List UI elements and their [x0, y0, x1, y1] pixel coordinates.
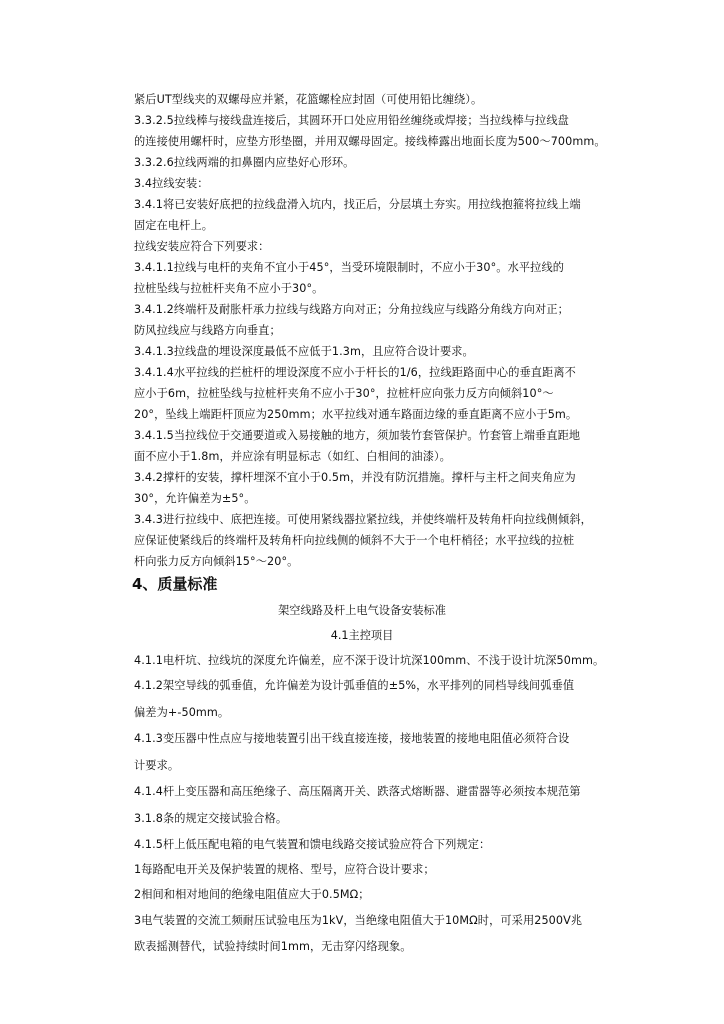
body-line: 2相间和相对地间的绝缘电阻值应大于0.5MΩ；: [134, 888, 370, 901]
body-line: 3.4.3进行拉线中、底把连接。可使用紧线器拉紧拉线，并使终端杆及转角杆向拉线侧倾斜，: [134, 513, 592, 526]
body-line: 紧后UT型线夹的双螺母应并紧，花篮螺栓应封固（可使用铅比缠绕）。: [134, 93, 483, 106]
body-line: 3.3.2.6拉线两端的扣鼻圈内应垫好心形环。: [134, 156, 355, 169]
body-line: 计要求。: [134, 759, 180, 772]
section-title: 4.1主控项目: [330, 629, 394, 642]
body-line: 欧表摇测替代，试验持续时间1mm，无击穿闪络现象。: [134, 940, 412, 953]
body-line: 3.4.2撑杆的安装，撑杆埋深不宜小于0.5m，并没有防沉措施。撑杆与主杆之间夹角应为: [134, 471, 576, 484]
body-line: 3电气装置的交流工频耐压试验电压为1kV，当绝缘电阻值大于10MΩ时，可采用2500V兆: [134, 914, 583, 927]
body-line: 1每路配电开关及保护装置的规格、型号，应符合设计要求；: [134, 863, 435, 876]
section-heading: 4、质量标准: [132, 575, 218, 593]
body-line: 应小于6m，拉桩坠线与拉桩杆夹角不应小于30°，拉桩杆应向张力反方向倾斜10°～: [134, 387, 554, 400]
body-line: 3.4拉线安装：: [134, 177, 209, 190]
body-line: 4.1.3变压器中性点应与接地装置引出干线直接连接，接地装置的接地电阻值必须符合设: [134, 732, 570, 745]
body-line: 面不应小于1.8m，并应涂有明显标志（如红、白相间的油漆）。: [134, 450, 451, 463]
body-line: 3.4.1.5当拉线位于交通要道或入易接触的地方，须加装竹套管保护。竹套管上端垂直距地: [134, 429, 581, 442]
body-line: 固定在电杆上。: [134, 219, 214, 232]
body-line: 3.4.1.4水平拉线的拦桩杆的埋设深度不应小于杆长的1/6，拉线距路面中心的垂直距离不: [134, 366, 576, 379]
body-line: 应保证使紧线后的终端杆及转角杆向拉线侧的倾斜不大于一个电杆梢径；水平拉线的拉桩: [134, 534, 575, 547]
body-line: 拉线安装应符合下列要求：: [134, 240, 270, 253]
body-line: 20°，坠线上端距杆顶应为250mm；水平拉线对通车路面边缘的垂直距离不应小于5m。: [134, 408, 578, 421]
body-line: 拉桩坠线与拉桩杆夹角不应小于30°。: [134, 282, 324, 295]
body-line: 3.4.1.3拉线盘的埋设深度最低不应低于1.3m，且应符合设计要求。: [134, 345, 474, 358]
body-line: 3.1.8条的规定交接试验合格。: [134, 812, 288, 825]
body-line: 4.1.4杆上变压器和高压绝缘子、高压隔离开关、跌落式熔断器、避雷器等必须按本规范第: [134, 785, 581, 798]
body-line: 的连接使用螺杆时，应垫方形垫圈，并用双螺母固定。接线棒露出地面长度为500～700mm。: [134, 135, 606, 148]
body-line: 3.3.2.5拉线棒与接线盘连接后，其圆环开口处应用铅丝缠绕或焊接；当拉线棒与拉线盘: [134, 114, 569, 127]
subtitle: 架空线路及杆上电气设备安装标准: [278, 604, 446, 617]
body-line: 防风拉线应与线路方向垂直；: [134, 324, 281, 337]
body-line: 3.4.1将已安装好底把的拉线盘滑入坑内，找正后，分层填土夯实。用拉线抱箍将拉线上端: [134, 198, 581, 211]
body-line: 4.1.2架空导线的弧垂值，允许偏差为设计弧垂值的±5%，水平排列的同档导线间弧垂值: [134, 679, 575, 692]
body-line: 4.1.1电杆坑、拉线坑的深度允许偏差，应不深于设计坑深100mm、不浅于设计坑深50mm。: [134, 654, 605, 667]
body-line: 杆向张力反方向倾斜15°～20°。: [134, 555, 299, 568]
body-line: 3.4.1.2终端杆及耐胀杆承力拉线与线路方向对正；分角拉线应与线路分角线方向对正；: [134, 303, 569, 316]
body-line: 4.1.5杆上低压配电箱的电气装置和馈电线路交接试验应符合下列规定：: [134, 838, 491, 851]
body-line: 偏差为+-50mm。: [134, 706, 230, 719]
body-line: 30°，允许偏差为±5°。: [134, 492, 256, 505]
body-line: 3.4.1.1拉线与电杆的夹角不宜小于45°，当受环境限制时，不应小于30°。水平拉线的: [134, 261, 565, 274]
